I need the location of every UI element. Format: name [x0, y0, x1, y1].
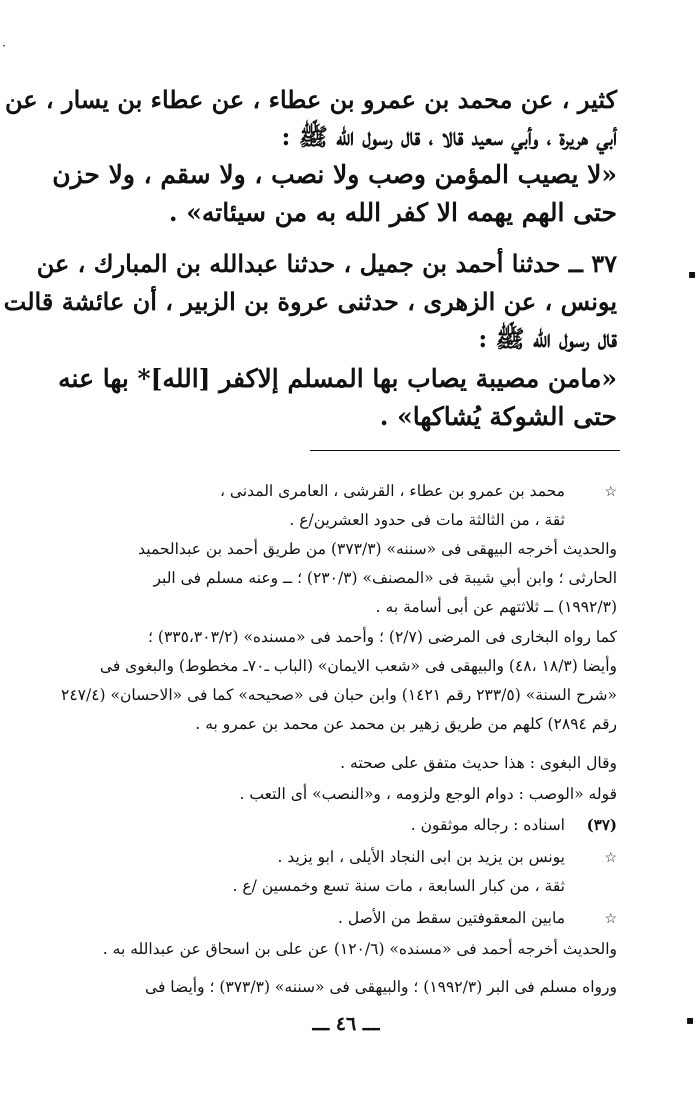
footnote-divider	[310, 450, 620, 451]
footnote-line: (١٩٩٢/٣) ــ ثلاثتهم عن أبى أسامة به .	[375, 598, 617, 616]
footnote-star-marker-1: ☆	[604, 484, 617, 500]
footnote-line: والحديث أخرجه البيهقى فى «سننه» (٣٧٣/٣) من طريق أحمد بن عبدالحميد	[138, 540, 617, 558]
footnote-line: «شرح السنة» (٢٣٣/٥ رقم ١٤٢١) وابن حبان فى «صحيحه» كما فى «الاحسان» (٢٤٧/٤	[61, 686, 617, 704]
scan-edge-mark: ▪	[688, 267, 696, 281]
main-text-line-7: قال رسول الله ﷺ :	[478, 324, 617, 353]
footnote-line: ثقة ، من كبار السابعة ، مات سنة تسع وخمسين /ع .	[232, 877, 565, 895]
footnote-line: والحديث أخرجه أحمد فى «مسنده» (١٢٠/٦) عن على بن اسحاق عن عبدالله به .	[102, 940, 617, 958]
footnote-line: ورواه مسلم فى البر (١٩٩٢/٣) ؛ والبيهقى فى «سننه» (٣٧٣/٣) ؛ وأيضا فى	[145, 978, 617, 996]
footnote-line: رقم ٢٨٩٤) كلهم من طريق زهير بن محمد عن محمد بن عمرو به .	[195, 715, 617, 733]
footnote-line: وأيضا (١٨/٣ ،٤٨) والبيهقى فى «شعب الايمان» (الباب ـ٧٠ـ مخطوط) والبغوى فى	[99, 657, 617, 675]
main-text-line-2: أبي هريرة ، وأبي سعيد قالا ، قال رسول الله ﷺ :	[281, 122, 617, 151]
footnote-line: مابين المعقوفتين سقط من الأصل .	[338, 909, 565, 927]
footnote-line: الحارثى ؛ وابن أبي شيبة فى «المصنف» (٢٣٠/٣) ؛ ــ وعنه مسلم فى البر	[153, 569, 617, 587]
footnote-line: اسناده : رجاله موثقون .	[410, 816, 565, 834]
hadith-text-line-3: «مامن مصيبة يصاب بها المسلم إلاكفر [الله]* بها عنه	[58, 364, 617, 393]
footnote-line: كما رواه البخارى فى المرضى (٢/٧) ؛ وأحمد فى «مسنده» (٣٣٥،٣٠٣/٢) ؛	[148, 628, 617, 646]
footnote-line: يونس بن يزيد بن ابى النجاد الأيلى ، ابو يزيد .	[277, 848, 565, 866]
scan-edge-mark: ▪	[686, 1013, 695, 1027]
hadith-text-line-1: «لا يصيب المؤمن وصب ولا نصب ، ولا سقم ، ولا حزن	[52, 160, 617, 189]
page-number: ـــ ٤٦ ـــ	[312, 1013, 380, 1035]
footnote-line: محمد بن عمرو بن عطاء ، القرشى ، العامرى المدنى ،	[219, 482, 565, 500]
scan-edge-mark: ·	[2, 39, 6, 53]
footnote-line: قوله «الوصب : دوام الوجع ولزومه ، و«النصب» أى التعب .	[239, 785, 617, 803]
hadith-text-line-4: حتى الشوكة يُشاكها» .	[379, 402, 617, 431]
hadith-text-line-2: حتى الهم يهمه الا كفر الله به من سيئاته» .	[168, 198, 617, 227]
footnote-line: ثقة ، من الثالثة مات فى حدود العشرين/ع .	[289, 511, 565, 529]
main-text-line-6: يونس ، عن الزهرى ، حدثنى عروة بن الزبير ، أن عائشة قالت	[3, 287, 617, 316]
footnote-star-marker-2: ☆	[604, 850, 617, 866]
main-text-line-5: ٣٧ ــ حدثنا أحمد بن جميل ، حدثنا عبدالله بن المبارك ، عن	[36, 249, 617, 278]
main-text-line-1: كثير ، عن محمد بن عمرو بن عطاء ، عن عطاء بن يسار ، عن	[4, 85, 617, 114]
footnote-line: وقال البغوى : هذا حديث متفق على صحته .	[340, 754, 617, 772]
footnote-number-marker: (٣٧)	[586, 816, 617, 834]
footnote-star-marker-3: ☆	[604, 911, 617, 927]
